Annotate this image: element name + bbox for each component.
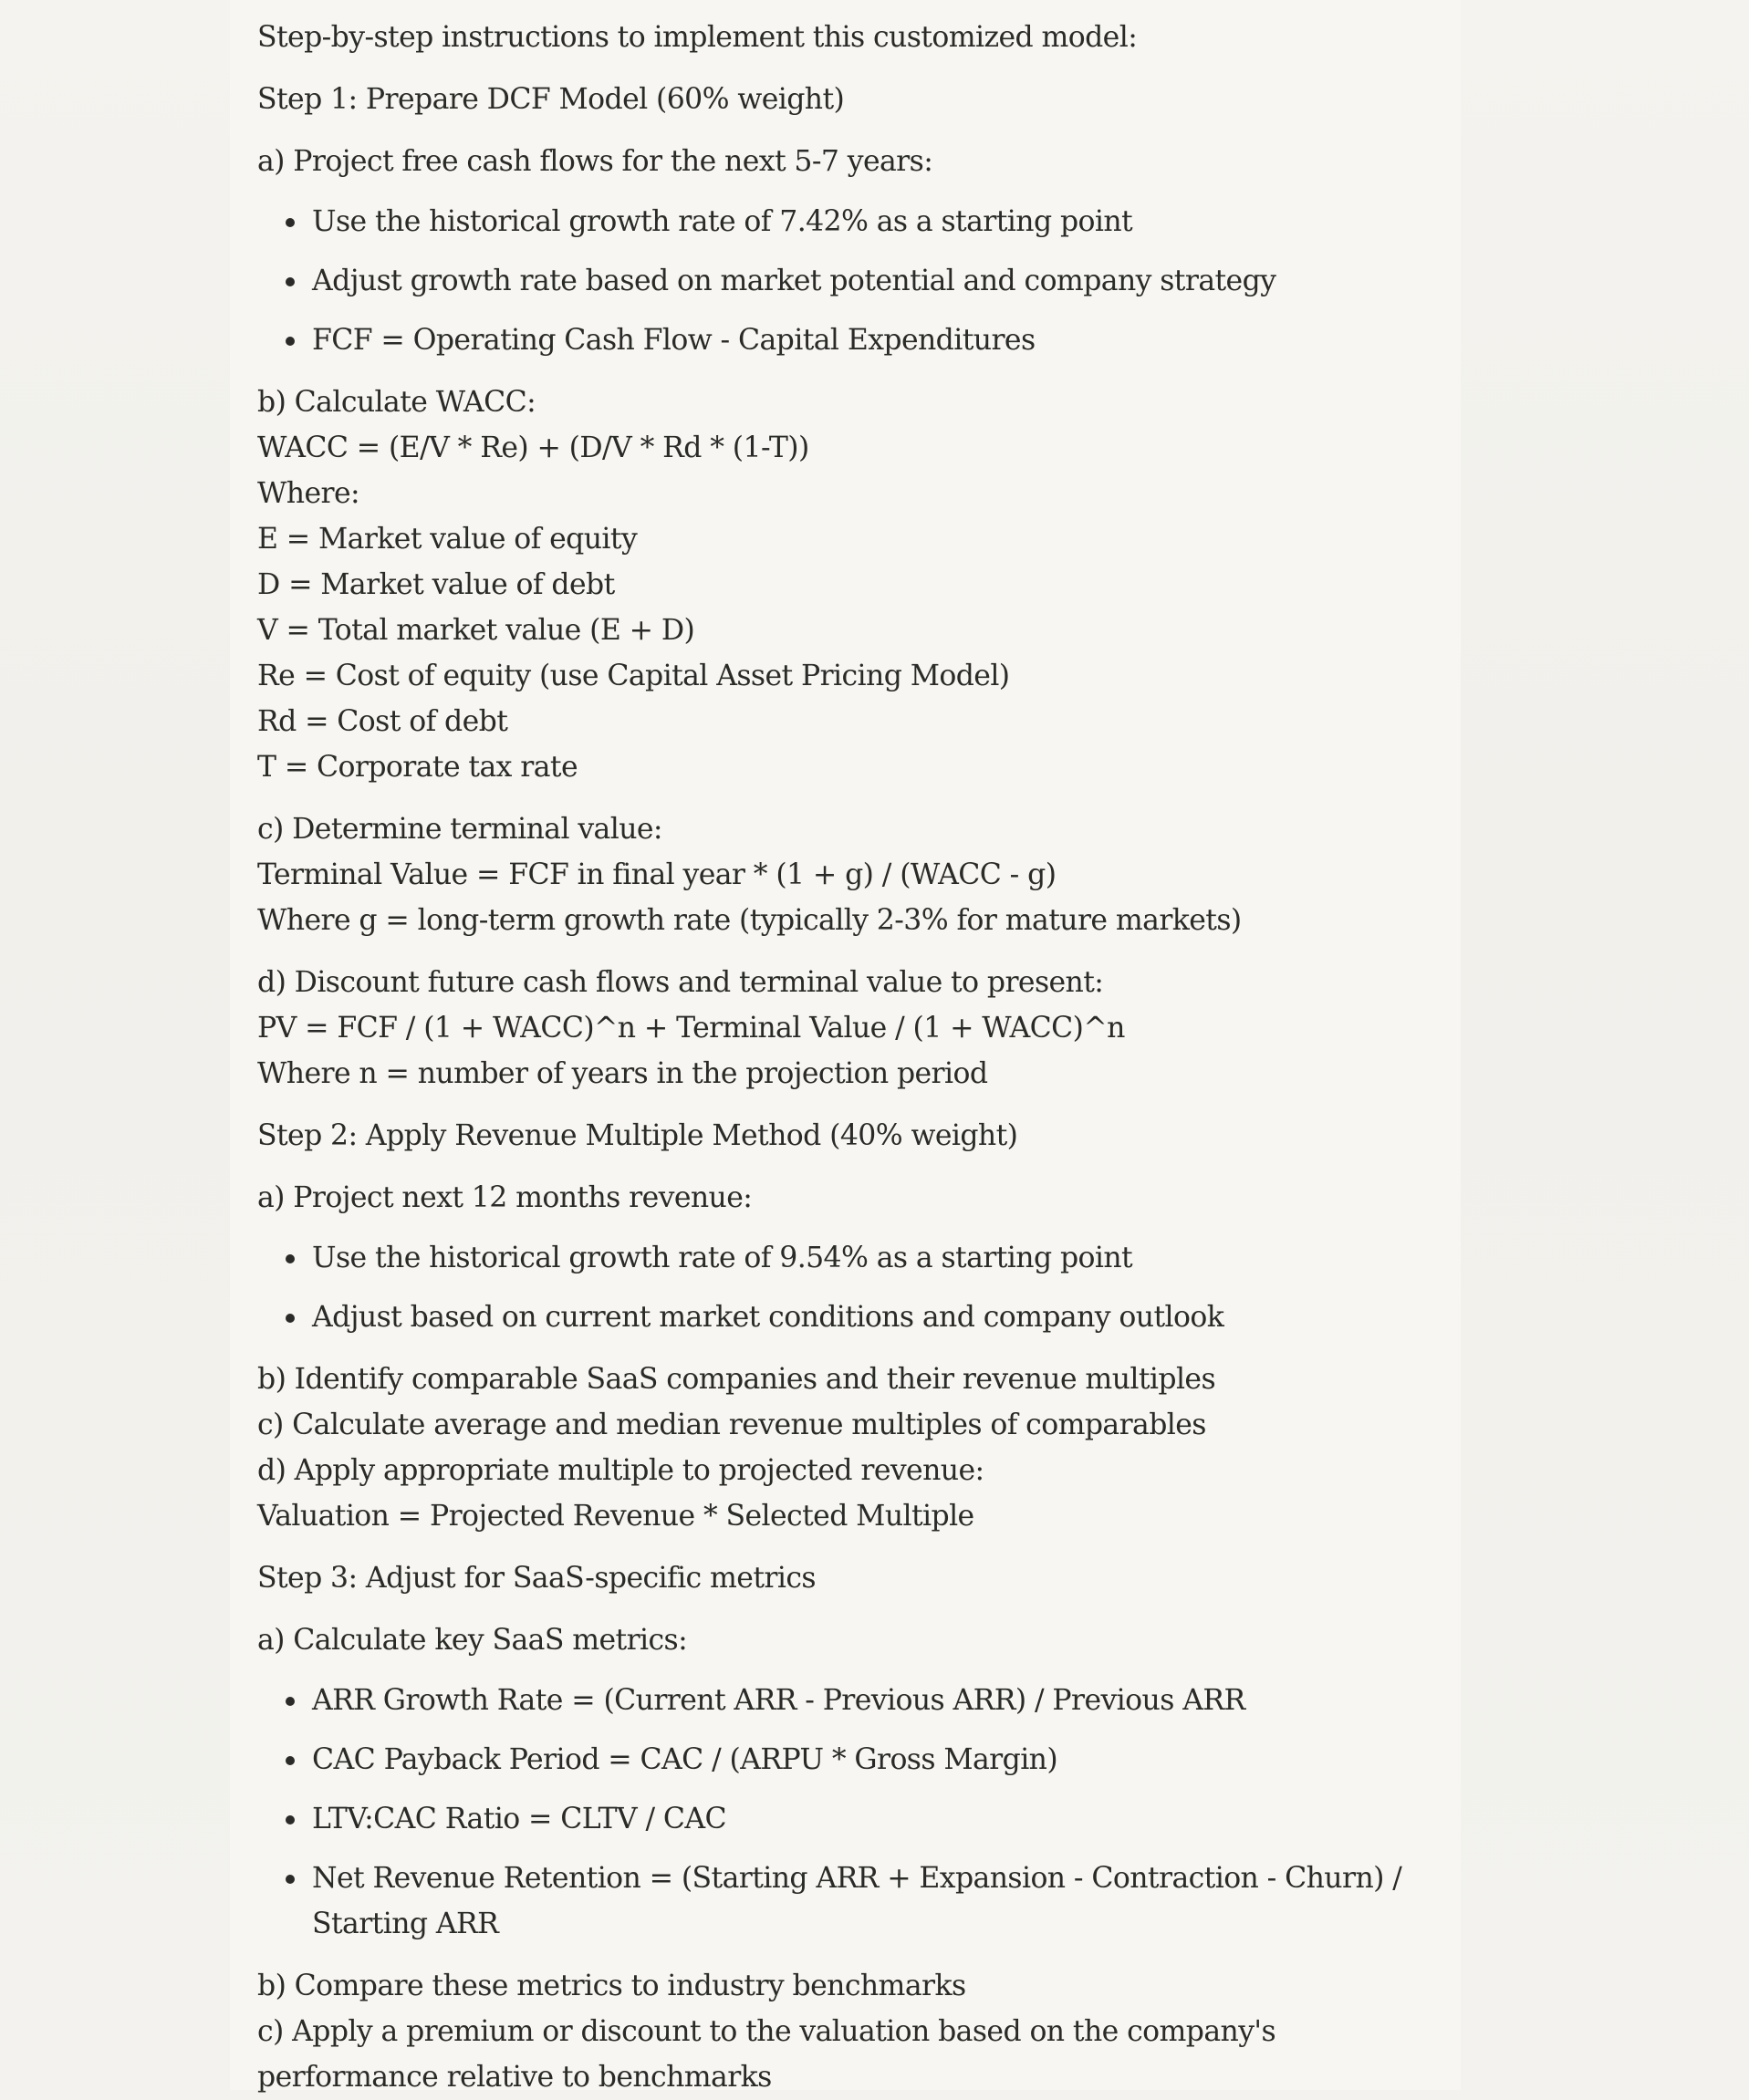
message-content: [257, 15, 1443, 2100]
step2-bcd-block: [257, 1357, 1443, 1539]
text-line: c) Determine terminal value:: [257, 813, 662, 846]
text-line: Where g = long-term growth rate (typically 2-3% for mature markets): [257, 904, 1242, 937]
definition-line: D = Market value of debt: [257, 568, 615, 601]
step3-a-list: [257, 1678, 1443, 1947]
step1-a-heading: a) Project free cash flows for the next 5-7 years:: [257, 145, 933, 178]
definition-line: Rd = Cost of debt: [257, 705, 508, 738]
list-item: Use the historical growth rate of 7.42% as a starting point: [257, 199, 1434, 244]
step2-a-list: [257, 1235, 1443, 1340]
step1-d-block: [257, 960, 1443, 1097]
text-line: d) Discount future cash flows and terminal value to present:: [257, 966, 1104, 999]
step3-bc-block: [257, 1963, 1443, 2100]
list-item: Use the historical growth rate of 9.54% as a starting point: [257, 1235, 1434, 1281]
step1-a-list: [257, 199, 1443, 363]
text-line: b) Calculate WACC:: [257, 386, 536, 419]
bullet-icon: [286, 1697, 295, 1706]
step1-c-block: [257, 806, 1443, 943]
text-line: c) Apply a premium or discount to the valuation based on the company's performance relative to benchmarks: [257, 2015, 1276, 2094]
step3-a-heading: a) Calculate key SaaS metrics:: [257, 1624, 688, 1657]
bullet-icon: [286, 1815, 295, 1825]
definition-line: V = Total market value (E + D): [257, 614, 695, 647]
list-item: Adjust growth rate based on market potential and company strategy: [257, 258, 1434, 304]
formula-line: Valuation = Projected Revenue * Selected Multiple: [257, 1500, 974, 1533]
formula-line: WACC = (E/V * Re) + (D/V * Rd * (1-T)): [257, 431, 809, 464]
page-background-right: [1461, 0, 1749, 2090]
text-line: Where n = number of years in the projection period: [257, 1057, 988, 1090]
bullet-icon: [286, 337, 295, 346]
assistant-message: [230, 0, 1461, 2094]
text-line: b) Compare these metrics to industry benchmarks: [257, 1970, 966, 2002]
list-item: Adjust based on current market conditions and company outlook: [257, 1294, 1434, 1340]
step1-b-block: [257, 379, 1443, 790]
bullet-icon: [286, 1756, 295, 1765]
step2-heading: Step 2: Apply Revenue Multiple Method (40% weight): [257, 1119, 1018, 1152]
bullet-icon: [286, 277, 295, 286]
step2-a-heading: a) Project next 12 months revenue:: [257, 1181, 753, 1214]
text-line: Where:: [257, 477, 360, 510]
definition-line: T = Corporate tax rate: [257, 751, 578, 784]
step1-heading: Step 1: Prepare DCF Model (60% weight): [257, 83, 845, 116]
step3-heading: Step 3: Adjust for SaaS-specific metrics: [257, 1562, 816, 1595]
list-item: LTV:CAC Ratio = CLTV / CAC: [257, 1796, 1434, 1842]
list-item: Net Revenue Retention = (Starting ARR + Expansion - Contraction - Churn) / Starting ARR: [257, 1856, 1434, 1947]
page-background-left: [0, 0, 230, 2090]
bullet-icon: [286, 1314, 295, 1323]
list-item: CAC Payback Period = CAC / (ARPU * Gross Margin): [257, 1737, 1434, 1783]
text-line: d) Apply appropriate multiple to projected revenue:: [257, 1454, 984, 1487]
definition-line: E = Market value of equity: [257, 523, 638, 556]
bullet-icon: [286, 1875, 295, 1884]
text-line: c) Calculate average and median revenue multiples of comparables: [257, 1409, 1206, 1441]
intro-text: Step-by-step instructions to implement this customized model:: [257, 21, 1138, 54]
definition-line: Re = Cost of equity (use Capital Asset Pricing Model): [257, 660, 1010, 692]
formula-line: Terminal Value = FCF in final year * (1 + g) / (WACC - g): [257, 858, 1057, 891]
bullet-icon: [286, 1254, 295, 1263]
bullet-icon: [286, 218, 295, 227]
list-item: ARR Growth Rate = (Current ARR - Previous ARR) / Previous ARR: [257, 1678, 1434, 1723]
formula-line: PV = FCF / (1 + WACC)^n + Terminal Value / (1 + WACC)^n: [257, 1012, 1125, 1045]
list-item: FCF = Operating Cash Flow - Capital Expenditures: [257, 317, 1434, 363]
text-line: b) Identify comparable SaaS companies and their revenue multiples: [257, 1363, 1216, 1396]
